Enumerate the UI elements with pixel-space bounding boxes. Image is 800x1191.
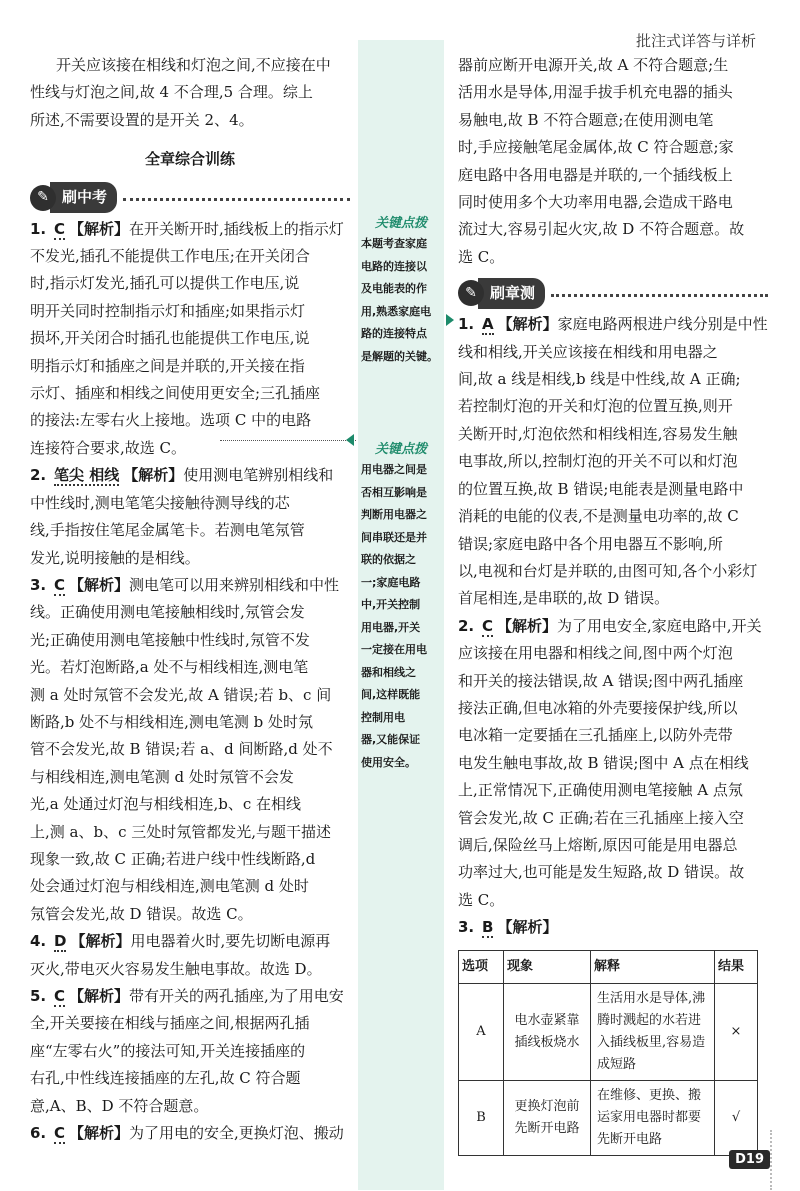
question-1 — [30, 216, 350, 243]
text-line: 测 a 处时氖管不会发光,故 A 错误;若 b、c 间 — [30, 685, 332, 704]
dotted-divider — [551, 294, 768, 297]
question-number: 2. — [30, 466, 47, 485]
table-cell-result: √ — [715, 1080, 758, 1155]
table-header-result: 结果 — [715, 950, 758, 983]
text-line: 的接法:左零右火上接地。选项 C 中的电路 — [30, 411, 312, 430]
text-line: 时,手应接触笔尾金属体,故 C 符合题意;家 — [458, 138, 734, 157]
note-line: 用电器之间是 — [361, 463, 427, 476]
answer-label: C — [54, 987, 66, 1005]
section-title: 全章综合训练 — [144, 150, 235, 169]
text-line: 家庭电路两根进户线分别是中性 — [557, 315, 768, 334]
page-edge-decoration — [770, 1130, 792, 1190]
text-line: 处会通过灯泡与相线相连,测电笔测 d 处时 — [30, 877, 309, 896]
answer-label: D — [54, 932, 67, 951]
answer-label: A — [482, 315, 494, 334]
question-number: 6. — [30, 1124, 47, 1143]
text-line: 断路,b 处不与相线相连,测电笔测 b 处时氖 — [30, 712, 314, 731]
pencil-icon: ✎ — [458, 280, 484, 306]
table-header-option: 选项 — [459, 950, 504, 983]
note-line: 间,这样既能 — [361, 688, 421, 701]
answer-label: C — [54, 219, 66, 238]
question-2 — [30, 462, 350, 489]
table-header-row — [459, 950, 758, 983]
question-number: 4. — [30, 932, 47, 951]
text-line: 光;正确使用测电笔接触中性线时,氖管不发 — [30, 630, 310, 649]
question-number: 2. — [458, 616, 475, 635]
note-line: 否相互影响是 — [361, 485, 427, 499]
text-line: 选 C。 — [458, 890, 505, 909]
note-line: 一定接在用电 — [361, 643, 427, 656]
analysis-tag: 【解析】 — [497, 918, 558, 937]
note-line: 器,又能保证 — [361, 733, 421, 746]
table-cell-explanation: 在维修、更换、搬运家用电器时都要先断开电路 — [591, 1080, 715, 1155]
note-line: 及电能表的作 — [361, 282, 427, 295]
text-line: 关断开时,灯泡依然和相线相连,容易发生触 — [458, 424, 738, 443]
table-header-phenomenon: 现象 — [504, 950, 591, 983]
table-cell-phenomenon: 电水壶紧靠插线板烧水 — [504, 983, 591, 1080]
text-line: 用电器着火时,要先切断电源再 — [130, 932, 331, 951]
text-line: 和开关的接法错误,故 A 错误;图中两孔插座 — [458, 671, 744, 690]
text-line: 管不会发光,故 B 错误;若 a、d 间断路,d 处不 — [30, 740, 333, 759]
text-line: 损坏,开关闭合时插孔也能提供工作电压,说 — [30, 329, 310, 348]
banner-label: 刷章测 — [478, 278, 545, 309]
text-line: 电发生触电事故,故 B 错误;图中 A 点在相线 — [458, 753, 749, 772]
question-number: 5. — [30, 987, 47, 1005]
text-line: 庭电路中各用电器是并联的,一个插线板上 — [458, 165, 733, 184]
analysis-tag: 【解析】 — [69, 575, 130, 594]
note-line: 控制用电 — [361, 710, 405, 724]
answer-label: C — [54, 1124, 66, 1143]
note-title: 关键点拨 — [374, 216, 427, 231]
text-line: 线。正确使用测电笔接触相线时,氖管会发 — [30, 603, 305, 622]
text-line: 调后,保险丝马上熔断,原因可能是用电器总 — [458, 835, 738, 854]
question-number: 1. — [458, 315, 475, 334]
text-line: 不发光,插孔不能提供工作电压;在开关闭合 — [30, 247, 310, 266]
text-line: 上,测 a、b、c 三处时氖管都发光,与题干描述 — [30, 822, 332, 841]
note-line: 联的依据之 — [361, 553, 416, 566]
text-line: 示灯、插座和相线之间使用更安全;三孔插座 — [30, 384, 321, 403]
analysis-tag: 【解析】 — [70, 932, 131, 951]
question-3 — [30, 572, 350, 599]
text-line: 接法正确,但电冰箱的外壳要接保护线,所以 — [458, 698, 738, 717]
text-line: 与相线相连,测电笔测 d 处时氖管不会发 — [30, 767, 294, 786]
note-line: 是解题的关键。 — [361, 349, 438, 363]
text-line: 间,故 a 线是相线,b 线是中性线,故 A 正确; — [458, 370, 741, 389]
text-line: 明指示灯和插座之间是并联的,开关接在指 — [30, 356, 305, 375]
table-header-explanation: 解释 — [591, 950, 715, 983]
leader-line — [220, 440, 356, 441]
table-cell-phenomenon: 更换灯泡前先断开电路 — [504, 1080, 591, 1155]
question-2 — [458, 613, 768, 640]
note-line: 路的连接特点 — [361, 327, 427, 340]
text-line: 电事故,所以,控制灯泡的开关不可以和灯泡 — [458, 452, 738, 471]
text-line: 流过大,容易引起火灾,故 D 不符合题意。故 — [458, 220, 745, 239]
text-line: 错误;家庭电路中各个用电器互不影响,所 — [458, 534, 723, 553]
text-line: 光,a 处通过灯泡与相线相连,b、c 在相线 — [30, 795, 302, 814]
note-body — [358, 459, 444, 774]
text-line: 右孔,中性线连接插座的左孔,故 C 符合题 — [30, 1069, 301, 1088]
text-line: 时,指示灯发光,插孔可以提供工作电压,说 — [30, 274, 300, 293]
text-line: 全,开关要接在相线与插座之间,根据两孔插 — [30, 1014, 310, 1033]
note-line: 一;家庭电路 — [361, 575, 421, 589]
text-line: 座“左零右火”的接法可知,开关连接插座的 — [30, 1041, 306, 1060]
answer-label: C — [54, 575, 66, 594]
text-line: 光。若灯泡断路,a 处不与相线相连,测电笔 — [30, 658, 309, 677]
text-line: 首尾相连,是串联的,故 D 错误。 — [458, 589, 670, 608]
text-line: 为了用电安全,家庭电路中,开关 — [557, 616, 762, 635]
page-header-title: 批注式详答与详析 — [635, 32, 756, 50]
note-title: 关键点拨 — [374, 442, 427, 457]
text-line: 明开关同时控制指示灯和插座;如果指示灯 — [30, 301, 306, 320]
text-line: 消耗的电能的仪表,不是测量电功率的,故 C — [458, 507, 739, 526]
text-line: 若控制灯泡的开关和灯泡的位置互换,则开 — [458, 397, 733, 416]
text-line: 器前应断开电源开关,故 A 不符合题意;生 — [458, 56, 729, 74]
table-cell-option: B — [459, 1080, 504, 1155]
left-column — [30, 52, 350, 1147]
analysis-tag: 【解析】 — [123, 466, 184, 485]
text-line: 管会发光,故 C 正确;若在三孔插座上接入空 — [458, 808, 744, 827]
note-body — [358, 233, 444, 368]
note-line: 间串联还是并 — [361, 530, 427, 544]
note-line: 用,熟悉家庭电 — [361, 304, 432, 318]
text-line: 在开关断开时,插线板上的指示灯 — [129, 219, 344, 238]
note-line: 器和相线之 — [361, 665, 416, 679]
arrow-right-icon — [446, 314, 454, 326]
note-key-point-1 — [358, 212, 444, 368]
section-banner-zhongkao — [30, 184, 350, 212]
pencil-icon: ✎ — [30, 185, 56, 211]
right-column — [458, 52, 768, 1156]
text-line: 使用测电笔辨别相线和 — [183, 466, 334, 485]
dotted-divider — [123, 198, 350, 201]
table-row — [459, 1080, 758, 1155]
text-line: 易触电,故 B 不符合题意;在使用测电笔 — [458, 110, 714, 129]
text-line: 测电笔可以用来辨别相线和中性 — [129, 575, 340, 594]
table-cell-option: A — [459, 983, 504, 1080]
text-line: 应该接在用电器和相线之间,图中两个灯泡 — [458, 644, 733, 663]
analysis-tag: 【解析】 — [69, 219, 130, 238]
analysis-tag: 【解析】 — [497, 616, 558, 635]
analysis-table — [458, 950, 758, 1156]
analysis-tag: 【解析】 — [69, 1124, 130, 1143]
note-line: 使用安全。 — [361, 755, 416, 769]
answer-label: B — [482, 918, 494, 937]
text-line: 灭火,带电灭火容易发生触电事故。故选 D。 — [30, 959, 322, 978]
text-line: 同时使用多个大功率用电器,会造成干路电 — [458, 193, 733, 212]
text-line: 的位置互换,故 B 错误;电能表是测量电路中 — [458, 479, 744, 498]
analysis-tag: 【解析】 — [497, 315, 558, 334]
note-key-point-2 — [358, 438, 444, 774]
text-line: 为了用电的安全,更换灯泡、搬动 — [129, 1124, 344, 1143]
answer-label: 笔尖 相线 — [54, 466, 120, 485]
question-5 — [30, 983, 350, 1010]
text-line: 氖管会发光,故 D 错误。故选 C。 — [30, 904, 253, 923]
text-line: 带有开关的两孔插座,为了用电安 — [129, 987, 344, 1005]
question-number: 1. — [30, 219, 47, 238]
note-line: 用电器,开关 — [361, 620, 421, 634]
question-6 — [30, 1120, 350, 1147]
text-line: 功率过大,也可能是发生短路,故 D 错误。故 — [458, 863, 745, 882]
question-number: 3. — [30, 575, 47, 594]
page-number-badge: D19 — [729, 1150, 770, 1169]
question-number: 3. — [458, 918, 475, 937]
note-line: 本题考查家庭 — [361, 237, 427, 250]
text-line: 以,电视和台灯是并联的,由图可知,各个小彩灯 — [458, 561, 758, 580]
note-line: 判断用电器之 — [361, 508, 427, 521]
annotation-sidebar — [358, 40, 444, 1190]
text-line: 选 C。 — [458, 247, 505, 266]
text-line: 上,正常情况下,正确使用测电笔接触 A 点氖 — [458, 781, 743, 800]
text-line: 中性线时,测电笔笔尖接触待测导线的芯 — [30, 493, 290, 512]
text-line: 线和相线,开关应该接在相线和用电器之 — [458, 342, 718, 361]
arrow-left-icon — [346, 434, 354, 446]
text-line: 连接符合要求,故选 C。 — [30, 438, 187, 457]
text-line: 所述,不需要设置的是开关 2、4。 — [30, 110, 254, 129]
note-line: 电路的连接以 — [361, 259, 427, 273]
text-line: 性线与灯泡之间,故 4 不合理,5 合理。综上 — [30, 83, 313, 102]
text-line: 意,A、B、D 不符合题意。 — [30, 1096, 209, 1115]
table-cell-explanation: 生活用水是导体,沸腾时溅起的水若进入插线板里,容易造成短路 — [591, 983, 715, 1080]
analysis-tag: 【解析】 — [69, 987, 130, 1005]
answer-label: C — [482, 616, 494, 635]
question-3 — [458, 914, 768, 941]
question-1 — [458, 311, 768, 338]
text-line: 线,手指按住笔尾金属笔卡。若测电笔氖管 — [30, 521, 305, 540]
left-intro — [30, 52, 350, 134]
text-line: 开关应该接在相线和灯泡之间,不应接在中 — [56, 56, 331, 74]
note-line: 中,开关控制 — [361, 598, 421, 611]
text-line: 发光,说明接触的是相线。 — [30, 548, 200, 567]
text-line: 电冰箱一定要插在三孔插座上,以防外壳带 — [458, 726, 733, 745]
text-line: 现象一致,故 C 正确;若进户线中性线断路,d — [30, 849, 316, 868]
table-row — [459, 983, 758, 1080]
section-banner-zhangce — [458, 279, 768, 307]
banner-label: 刷中考 — [50, 182, 117, 213]
question-4 — [30, 928, 350, 955]
table-cell-result: × — [715, 983, 758, 1080]
text-line: 活用水是导体,用湿手拔手机充电器的插头 — [458, 83, 733, 102]
